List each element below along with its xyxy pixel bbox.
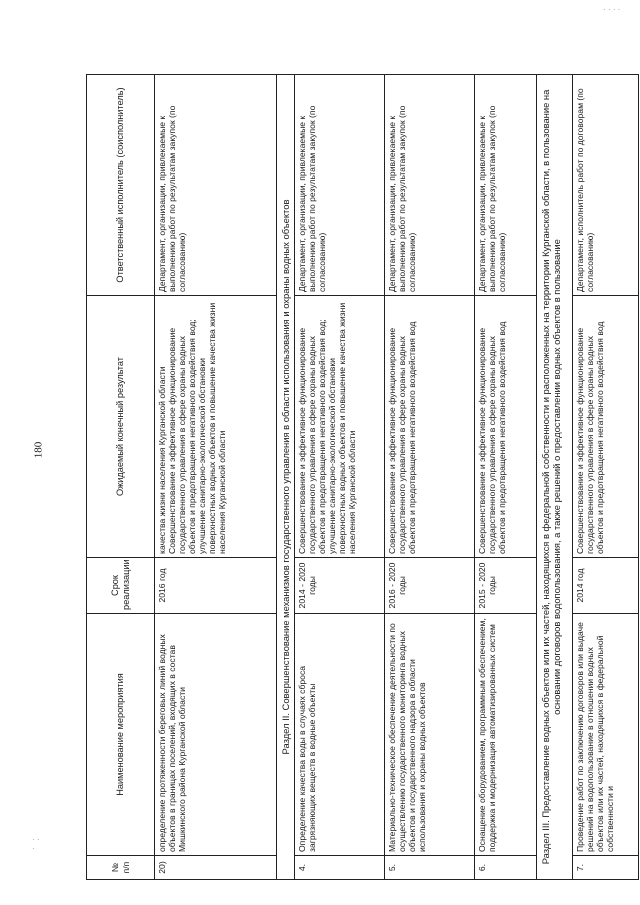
row-term: 2014 - 2020 годы <box>295 558 385 614</box>
section-3-title: Раздел III. Предоставление водных объектов или их частей, находящихся в федеральной собственности и расположенных на территории Курганской области, в пользование на основании договоров водопользования, а также решений о предоставлении водных объектов в пользование <box>537 75 573 880</box>
row-number: 4. <box>295 856 385 880</box>
row-term: 2014 год <box>573 558 639 614</box>
row-number: 7. <box>573 856 639 880</box>
row-expected-result: Совершенствование и эффективное функционирование государственного управления в сфере охраны водных объектов и предотвращения негативного воздействия вод <box>573 296 639 558</box>
row-activity-name: Материально-техническое обеспечение деятельности по осуществлению государственного мониторинга водных объектов и государственного надзора в области использования и охраны водных объектов <box>385 614 475 856</box>
section-2-title: Раздел II. Совершенствование механизмов государственного управления в области использования и охраны водных объектов <box>277 75 295 880</box>
header-activity-name: Наименование мероприятия <box>87 614 155 856</box>
row-responsible: Департамент, организации, привлекаемые к выполнению работ по результатам закупок (по согласованию) <box>385 75 475 296</box>
section-header-row <box>277 75 295 880</box>
row-expected-result: качества жизни населения Курганской области Совершенствование и эффективное функционирование государственного управления в сфере охраны водных объектов и предотвращения негативного воздействия вод; улучшение санитарно-экологической обстановки поверхностных водных объектов и повышение качества жизни населения Курганской области <box>155 296 277 558</box>
row-activity-name: Проведение работ по заключению договоров или выдаче решений на водопользование в отношении водных объектов или их частей, находящихся в федеральной собственности и <box>573 614 639 856</box>
row-number: 6. <box>475 856 537 880</box>
scan-artifact-mark: · · · · <box>603 5 621 14</box>
section-header-row <box>537 75 573 880</box>
table-row <box>155 75 277 880</box>
row-activity-name: Определение качества воды в случаях сброса загрязняющих веществ в водные объекты <box>295 614 385 856</box>
row-activity-name: Оснащение оборудованием, программным обеспечением, поддержка и модернизация автоматизированных систем <box>475 614 537 856</box>
table-row <box>475 75 537 880</box>
row-term: 2016 год <box>155 558 277 614</box>
row-expected-result: Совершенствование и эффективное функционирование государственного управления в сфере охраны водных объектов и предотвращения негативного воздействия вод <box>385 296 475 558</box>
table-header-row <box>87 75 155 880</box>
row-term: 2016 - 2020 годы <box>385 558 475 614</box>
header-expected-result: Ожидаемый конечный результат <box>87 296 155 558</box>
row-number: 20) <box>155 856 277 880</box>
row-expected-result: Совершенствование и эффективное функционирование государственного управления в сфере охраны водных объектов и предотвращения негативного воздействия вод <box>475 296 537 558</box>
row-number: 5. <box>385 856 475 880</box>
page-number: 180 <box>32 441 45 459</box>
table-row <box>295 75 385 880</box>
row-activity-name: определение протяженности береговых линий водных объектов в границах поселений, входящих в состав Мишкинского района Курганской области <box>155 614 277 856</box>
rotated-table-container <box>86 75 616 880</box>
program-activities-table <box>86 74 639 880</box>
header-number: № п/п <box>87 856 155 880</box>
header-term: Срок реализации <box>87 558 155 614</box>
header-responsible: Ответственный исполнитель (соисполнитель) <box>87 75 155 296</box>
table-row <box>385 75 475 880</box>
row-responsible: Департамент, исполнитель работ по договорам (по согласованию) <box>573 75 639 296</box>
row-responsible: Департамент, организации, привлекаемые к выполнению работ по результатам закупок (по согласованию) <box>295 75 385 296</box>
row-responsible: Департамент, организации, привлекаемые к выполнению работ по результатам закупок (по согласованию) <box>475 75 537 296</box>
table-row <box>573 75 639 880</box>
row-term: 2015 - 2020 годы <box>475 558 537 614</box>
scan-artifact-mark: · · · <box>32 835 40 853</box>
row-expected-result: Совершенствование и эффективное функционирование государственного управления в сфере охраны водных объектов и предотвращения негативного воздействия вод; улучшение санитарно-экологической обстановки поверхностных водных объектов и повышение качества жизни населения Курганской области <box>295 296 385 558</box>
row-responsible: Департамент, организации, привлекаемые к выполнению работ по результатам закупок (по согласованию) <box>155 75 277 296</box>
